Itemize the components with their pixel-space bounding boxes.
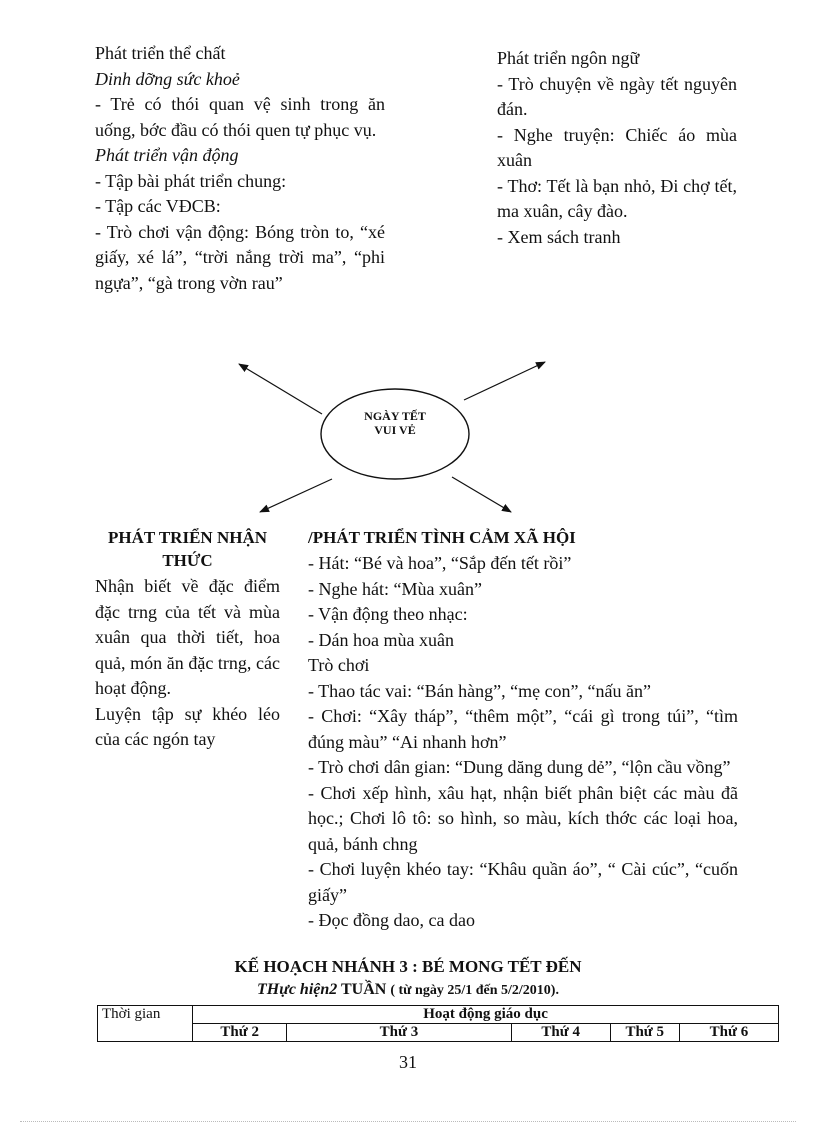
social-emotional-development-section [308,526,738,934]
time-header: Thời gian [98,1006,193,1042]
plan-subtitle-italic: THực hiện2 [257,981,338,998]
center-topic-label [322,409,468,437]
language-development-section [497,46,737,250]
section-text: - Trẻ có thói quan vệ sinh trong ăn uống, bớc đầu có thói quen tự phục vụ. [95,94,385,140]
day-header: Thứ 4 [511,1024,610,1042]
section-text: - Chơi: “Xây tháp”, “thêm một”, “cái gì trong túi”, “tìm đúng màu” “Ai nhanh hơn” [308,706,738,752]
day-header: Thứ 5 [610,1024,679,1042]
arrow-top-left [239,364,322,414]
section-text: - Trò chơi dân gian: “Dung dăng dung dẻ”, “lộn cầu vồng” [308,757,731,777]
cognitive-development-section [95,526,280,753]
arrow-top-right [464,362,545,400]
section-text: - Đọc đồng dao, ca dao [308,910,475,930]
section-text: - Vận động theo nhạc: [308,604,468,624]
plan-title: KẾ HOẠCH NHÁNH 3 : BÉ MONG TẾT ĐẾN [234,957,582,976]
section-heading: Phát triển ngôn ngữ [497,48,640,68]
section-text: - Nghe truyện: Chiếc áo mùa xuân [497,124,737,170]
footer-divider [20,1121,796,1122]
section-text: - Xem sách tranh [497,226,621,247]
section-text: - Chơi xếp hình, xâu hạt, nhận biết phân biệt các màu đã học.; Chơi lô tô: so hình, so màu, kích thớc các loại hoa, quả, bánh chng [308,782,738,854]
plan-subtitle [180,979,636,1002]
section-text: - Chơi luyện khéo tay: “Khâu quần áo”, “ Cài cúc”, “cuốn giấy” [308,859,738,905]
section-text: Luyện tập sự khéo léo của các ngón tay [95,703,280,749]
section-subheading: Dinh dỡng sức khoẻ [95,68,240,89]
section-text: Nhận biết về đặc điểm đặc trng của tết và mùa xuân qua thời tiết, hoa quả, món ăn đặc trng, các hoạt động. [95,576,280,698]
section-heading: Phát triển thể chất [95,43,226,63]
section-heading: PHÁT TRIỂN NHẬN THỨC [107,528,267,570]
arrow-bottom-left [260,479,332,512]
section-text: Trò chơi [308,655,370,675]
section-text: - Hát: “Bé và hoa”, “Sắp đến tết rồi” [308,553,572,573]
page-number: 31 [399,1052,417,1072]
center-topic-line: VUI VẺ [374,423,416,437]
section-text: - Tập các VĐCB: [95,196,221,216]
table-row [98,1006,779,1024]
arrow-bottom-right [452,477,511,512]
schedule-table [97,1005,779,1042]
day-header: Thứ 2 [193,1024,287,1042]
section-text: - Trò chuyện về ngày tết nguyên đán. [497,73,737,119]
center-topic-line: NGÀY TẾT [364,409,426,423]
section-heading: /PHÁT TRIỂN TÌNH CẢM XÃ HỘI [308,528,576,547]
section-text: - Thao tác vai: “Bán hàng”, “mẹ con”, “nấu ăn” [308,680,652,701]
section-subheading: Phát triển vận động [95,145,239,165]
plan-subtitle-week: TUẦN [340,981,387,998]
section-text: - Thơ: Tết là bạn nhỏ, Đi chợ tết, ma xuân, cây đào. [497,175,737,221]
activity-group-header: Hoạt động giáo dục [193,1006,779,1024]
plan-subtitle-dates: ( từ ngày 25/1 đến 5/2/2010). [390,983,559,998]
section-text: - Dán hoa mùa xuân [308,629,454,650]
section-text: - Trò chơi vận động: Bóng tròn to, “xé giấy, xé lá”, “trời nắng trời ma”, “phi ngựa”, “gà trong vờn rau” [95,221,385,293]
day-header: Thứ 3 [287,1024,511,1042]
table-row [98,1024,779,1042]
section-text: - Tập bài phát triển chung: [95,170,287,191]
section-text: - Nghe hát: “Mùa xuân” [308,578,482,599]
day-header: Thứ 6 [679,1024,778,1042]
physical-development-section [95,41,385,296]
